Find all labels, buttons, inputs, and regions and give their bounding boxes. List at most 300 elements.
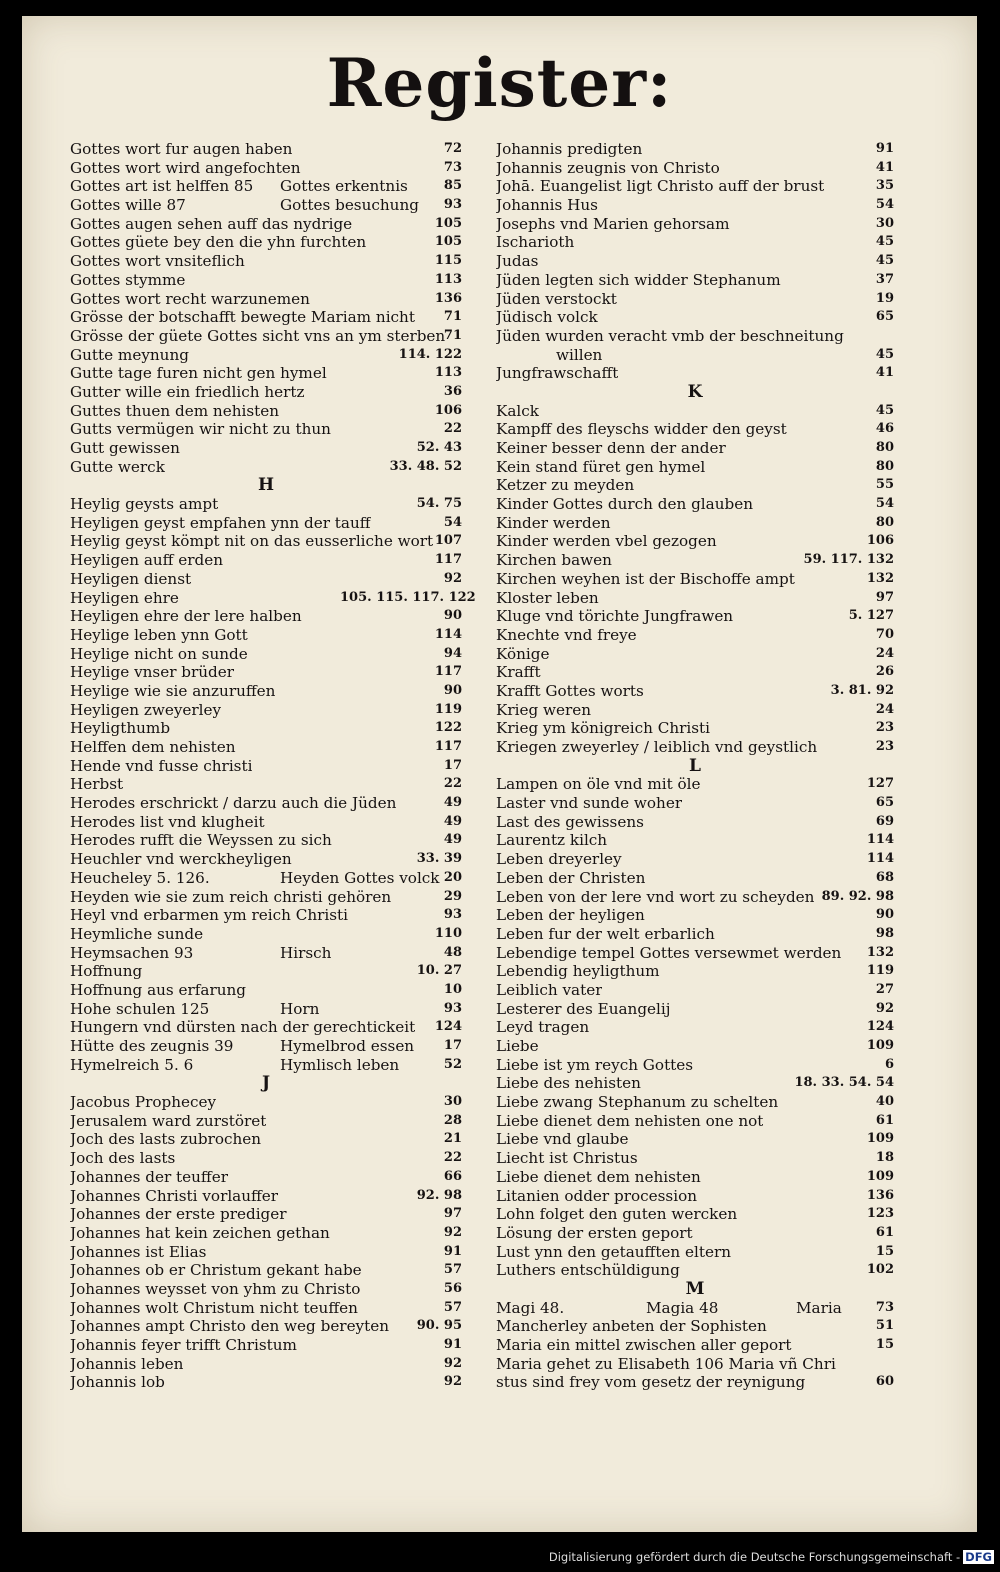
entry-page-numbers: 90 (443, 608, 462, 624)
index-entry (496, 252, 894, 271)
entry-page-numbers: 15 (875, 1243, 894, 1259)
index-entry (70, 1355, 462, 1374)
entry-page-numbers: 49 (443, 832, 462, 848)
index-entry (70, 1299, 462, 1318)
entry-term: Herodes erschrickt / darzu auch die Jüden (70, 794, 397, 813)
index-entry (496, 589, 894, 608)
entry-term: Hungern vnd dürsten nach der gerechtickeit (70, 1018, 416, 1037)
entry-page-numbers: 117 (434, 664, 462, 680)
index-entry (496, 215, 894, 234)
entry-page-numbers: 19 (875, 290, 894, 306)
entry-page-numbers: 110 (434, 925, 462, 941)
entry-page-numbers: 54 (443, 514, 462, 530)
entry-page-numbers: 114 (866, 851, 894, 867)
index-entry (70, 495, 462, 514)
entry-term: Heylige wie sie anzuruffen (70, 681, 276, 700)
index-entry (496, 794, 894, 813)
entry-term-second: Horn (280, 999, 320, 1018)
entry-page-numbers: 56 (443, 1280, 462, 1296)
entry-page-numbers: 54. 75 (416, 496, 462, 512)
entry-page-numbers: 41 (875, 365, 894, 381)
entry-page-numbers: 60 (875, 1374, 894, 1390)
entry-term: Gottes wort vnsiteflich (70, 252, 245, 271)
entry-page-numbers: 54 (875, 197, 894, 213)
entry-term-second: Hymlisch leben (280, 1055, 400, 1074)
entry-page-numbers: 89. 92. 98 (821, 888, 894, 904)
entry-term: Kluge vnd törichte Jungfrawen (496, 607, 734, 626)
index-entry (496, 1243, 894, 1262)
entry-page-numbers: 109 (866, 1131, 894, 1147)
index-entry (496, 140, 894, 159)
entry-page-numbers: 132 (866, 570, 894, 586)
entry-term: Gottes art ist helffen 85 (70, 177, 254, 196)
index-entry (496, 551, 894, 570)
entry-page-numbers: 51 (875, 1318, 894, 1334)
entry-term: Krieg weren (496, 700, 592, 719)
entry-page-numbers: 114 (866, 832, 894, 848)
entry-term: Könige (496, 644, 550, 663)
index-entry (496, 925, 894, 944)
entry-page-numbers: 93 (443, 1000, 462, 1016)
entry-term-second: Heyden Gottes volck (280, 868, 440, 887)
entry-term: Liebe vnd glaube (496, 1130, 629, 1149)
index-entry (496, 775, 894, 794)
index-entry (70, 1261, 462, 1280)
entry-page-numbers: 92 (443, 570, 462, 586)
index-entry (496, 495, 894, 514)
index-entry (496, 159, 894, 178)
entry-page-numbers: 10. 27 (416, 963, 462, 979)
index-entry (70, 794, 462, 813)
entry-term: Jerusalem ward zurstöret (70, 1111, 267, 1130)
entry-page-numbers: 80 (875, 440, 894, 455)
index-entry (496, 476, 894, 495)
entry-page-numbers: 73 (443, 159, 462, 175)
entry-page-numbers: 57 (443, 1299, 462, 1315)
entry-page-numbers: 124 (434, 1019, 462, 1035)
entry-term: Heyligen ehre der lere halben (70, 607, 302, 626)
entry-term: Johannes weysset von yhm zu Christo (70, 1279, 361, 1298)
index-entry (70, 757, 462, 776)
entry-page-numbers: 92 (875, 1000, 894, 1016)
index-entry (70, 1336, 462, 1355)
index-entry (70, 1000, 462, 1019)
entry-page-numbers: 23 (875, 739, 894, 754)
entry-page-numbers: 65 (875, 309, 894, 325)
index-entry (496, 607, 894, 626)
entry-term: Heyligen auff erden (70, 551, 224, 570)
index-entry (70, 962, 462, 981)
entry-term: Kirchen weyhen ist der Bischoffe ampt (496, 569, 795, 588)
entry-term: Lebendige tempel Gottes versewmet werden (496, 943, 842, 962)
index-entry (70, 607, 462, 626)
index-entry (70, 383, 462, 402)
index-entry (496, 532, 894, 551)
entry-term: Krieg ym königreich Christi (496, 719, 711, 738)
entry-term: Johannis lob (70, 1373, 165, 1392)
index-entry (70, 719, 462, 738)
entry-page-numbers: 127 (866, 776, 894, 792)
entry-term: Gutte werck (70, 457, 165, 476)
entry-term: Lebendig heyligthum (496, 962, 660, 981)
index-entry (70, 551, 462, 570)
entry-page-numbers: 122 (434, 720, 462, 736)
index-entry (70, 1037, 462, 1056)
entry-page-numbers: 33. 39 (416, 851, 462, 867)
entry-page-numbers: 115 (434, 253, 462, 269)
entry-page-numbers: 71 (443, 327, 462, 343)
entry-term: Kinder werden (496, 513, 611, 532)
index-entry (496, 626, 894, 645)
index-entry (70, 1373, 462, 1392)
index-entry (496, 177, 894, 196)
entry-term-second: Gottes erkentnis (280, 177, 408, 196)
entry-page-numbers: 66 (443, 1168, 462, 1184)
entry-page-numbers: 61 (875, 1224, 894, 1240)
dfg-logo: DFG (965, 1550, 992, 1564)
entry-page-numbers: 48 (443, 944, 462, 960)
entry-term: Liebe dienet dem nehisten (496, 1167, 701, 1186)
entry-term: Gottes wort wird angefochten (70, 158, 301, 177)
entry-page-numbers: 23 (875, 720, 894, 736)
entry-term: Kriegen zweyerley / leiblich vnd geystlich (496, 738, 818, 756)
entry-page-numbers: 94 (443, 645, 462, 661)
entry-page-numbers: 52 (443, 1056, 462, 1072)
index-entry (496, 1130, 894, 1149)
index-entry (496, 402, 894, 421)
entry-term: Grösse der botschafft bewegte Mariam nicht (70, 308, 415, 327)
entry-term: Lust ynn den getaufften eltern (496, 1242, 731, 1261)
entry-term: Heylig geyst kömpt nit on das eusserliche wort (70, 532, 434, 551)
entry-term: Gottes augen sehen auff das nydrige (70, 214, 353, 233)
entry-page-numbers: 91 (875, 141, 894, 156)
section-letter: H (257, 475, 275, 496)
entry-term: Jüdisch volck (496, 308, 598, 327)
entry-term: Herbst (70, 775, 124, 794)
entry-page-numbers: 17 (443, 757, 462, 773)
entry-page-numbers: 73 (875, 1299, 894, 1315)
index-entry (70, 682, 462, 701)
entry-page-numbers: 90 (443, 682, 462, 698)
entry-page-numbers: 5. 127 (848, 608, 894, 624)
index-entry (70, 1280, 462, 1299)
entry-term: Gottes wort fur augen haben (70, 140, 293, 158)
entry-term: Heylige nicht on sunde (70, 644, 248, 663)
entry-page-numbers: 97 (443, 1206, 462, 1222)
entry-term-second: Hirsch (280, 943, 332, 962)
entry-term: Johannes wolt Christum nicht teuffen (70, 1298, 358, 1317)
entry-page-numbers: 22 (443, 421, 462, 437)
entry-page-numbers: 33. 48. 52 (389, 458, 462, 474)
index-entry (496, 1093, 894, 1112)
index-entry (70, 364, 462, 383)
index-entry (496, 1317, 894, 1336)
index-entry (496, 1336, 894, 1355)
index-entry (496, 888, 894, 907)
entry-page-numbers: 45 (875, 234, 894, 250)
index-entry (496, 831, 894, 850)
index-entry (70, 1168, 462, 1187)
entry-term: Last des gewissens (496, 812, 644, 831)
entry-page-numbers: 117 (434, 552, 462, 568)
entry-term: Helffen dem nehisten (70, 738, 236, 756)
index-entry (496, 738, 894, 757)
entry-page-numbers: 41 (875, 159, 894, 175)
entry-term: Liebe (496, 1037, 539, 1055)
entry-page-numbers: 90 (875, 907, 894, 923)
entry-term: Liebe dienet dem nehisten one not (496, 1111, 764, 1130)
entry-term: Litanien odder procession (496, 1186, 697, 1205)
entry-term: Johannes ist Elias (70, 1242, 207, 1261)
entry-term: Maria gehet zu Elisabeth 106 Maria vñ Chri (496, 1354, 836, 1373)
entry-page-numbers: 57 (443, 1262, 462, 1278)
entry-term: Johannes Christi vorlauffer (70, 1186, 279, 1205)
index-entry (70, 888, 462, 907)
entry-term: Heyligthumb (70, 719, 171, 738)
index-entry (70, 570, 462, 589)
entry-term: Lösung der ersten geport (496, 1223, 693, 1242)
page-title: Register: (326, 44, 673, 122)
entry-page-numbers: 59. 117. 132 (803, 552, 894, 568)
index-entry (496, 906, 894, 925)
entry-term: Guttes thuen dem nehisten (70, 401, 280, 420)
section-letter: M (685, 1278, 705, 1299)
entry-term: Gutte meynung (70, 345, 189, 364)
index-entry (496, 233, 894, 252)
entry-term: Heylig geysts ampt (70, 495, 219, 514)
entry-page-numbers: 6 (884, 1056, 894, 1072)
entry-page-numbers: 93 (443, 197, 462, 213)
entry-term: Jacobus Prophecey (70, 1093, 217, 1112)
entry-page-numbers: 97 (875, 589, 894, 605)
index-entry (70, 420, 462, 439)
entry-page-numbers: 29 (443, 888, 462, 904)
index-entry (70, 252, 462, 271)
entry-page-numbers: 22 (443, 1150, 462, 1166)
entry-term: Johannes der teuffer (70, 1167, 228, 1186)
index-entry (70, 1018, 462, 1037)
index-entry (496, 1187, 894, 1206)
entry-term: Johannis predigten (496, 140, 643, 158)
entry-term: Leiblich vater (496, 980, 603, 999)
entry-page-numbers: 35 (875, 178, 894, 194)
index-entry (496, 1149, 894, 1168)
entry-term: Jüden wurden veracht vmb der beschneitung (496, 326, 844, 345)
entry-term: Kloster leben (496, 588, 599, 607)
entry-page-numbers: 15 (875, 1337, 894, 1352)
index-entry (496, 1112, 894, 1131)
index-entry (496, 682, 894, 701)
entry-page-numbers: 114 (434, 626, 462, 642)
entry-term: Knechte vnd freye (496, 625, 637, 644)
index-entry (70, 626, 462, 645)
entry-term: Krafft Gottes worts (496, 681, 644, 700)
entry-term: Krafft (496, 663, 541, 682)
entry-page-numbers: 92 (443, 1355, 462, 1371)
index-entry (496, 1205, 894, 1224)
entry-page-numbers: 102 (866, 1262, 894, 1278)
left-index-column (70, 140, 476, 1392)
index-entry (496, 944, 894, 963)
entry-term: Gutter wille ein friedlich hertz (70, 382, 305, 401)
index-entry (496, 1299, 894, 1318)
entry-term: Hoffnung (70, 962, 143, 981)
index-entry (70, 346, 462, 365)
entry-term: Johannis leben (70, 1354, 184, 1373)
index-entry (496, 364, 894, 383)
entry-term: Heylige leben ynn Gott (70, 625, 248, 644)
index-entry (70, 439, 462, 458)
entry-term: Liecht ist Christus (496, 1149, 638, 1168)
entry-term: Lesterer des Euangelij (496, 999, 671, 1018)
index-entry (70, 645, 462, 664)
index-entry (70, 1093, 462, 1112)
index-entry (70, 196, 462, 215)
index-entry (496, 1261, 894, 1280)
entry-term: Liebe des nehisten (496, 1074, 641, 1093)
entry-page-numbers: 21 (443, 1131, 462, 1147)
entry-term: Johannis feyer trifft Christum (70, 1336, 297, 1354)
index-entry (70, 532, 462, 551)
index-entry (70, 177, 462, 196)
entry-page-numbers: 55 (875, 477, 894, 493)
entry-term: Heyligen geyst empfahen ynn der tauff (70, 513, 371, 532)
entry-page-numbers: 105 (434, 234, 462, 250)
footer-text: Digitalisierung gefördert durch die Deutsche Forschungsgemeinschaft - (548, 1550, 961, 1564)
entry-term: Gottes wort recht warzunemen (70, 289, 310, 308)
entry-page-numbers: 90. 95 (416, 1318, 462, 1334)
entry-page-numbers: 61 (875, 1112, 894, 1128)
index-entry (70, 869, 462, 888)
index-entry (70, 271, 462, 290)
entry-term: Herodes list vnd klugheit (70, 812, 265, 831)
entry-page-numbers: 36 (443, 383, 462, 399)
entry-term: Leben von der lere vnd wort zu scheyden (496, 887, 815, 906)
index-entry (496, 327, 894, 346)
entry-term: Johannis Hus (496, 196, 598, 215)
index-entry (70, 233, 462, 252)
entry-term: Kampff des fleyschs widder den geyst (496, 420, 787, 439)
entry-term: Heuchler vnd werckheyligen (70, 850, 292, 869)
index-entry (496, 514, 894, 533)
entry-term: Johā. Euangelist ligt Christo auff der brust (496, 177, 825, 196)
entry-term: willen (556, 345, 603, 364)
entry-page-numbers: 65 (875, 795, 894, 811)
index-entry (496, 1355, 894, 1374)
index-entry (496, 439, 894, 458)
entry-term: Maria ein mittel zwischen aller geport (496, 1336, 792, 1354)
index-entry (70, 1243, 462, 1262)
entry-page-numbers: 106 (866, 533, 894, 549)
entry-term: Luthers entschüldigung (496, 1261, 680, 1280)
index-entry (70, 1224, 462, 1243)
index-entry (70, 458, 462, 477)
dfg-footer (549, 1550, 994, 1564)
entry-term-third: Maria (796, 1298, 842, 1317)
entry-page-numbers: 106 (434, 402, 462, 418)
entry-page-numbers: 124 (866, 1019, 894, 1035)
entry-page-numbers: 68 (875, 869, 894, 885)
entry-page-numbers: 45 (875, 402, 894, 418)
entry-term: Heucheley 5. 126. (70, 868, 210, 887)
entry-term: Magi 48. (496, 1298, 565, 1317)
entry-term: Ischarioth (496, 233, 575, 252)
entry-term-second: Hymelbrod essen (280, 1037, 415, 1055)
entry-page-numbers: 80 (875, 514, 894, 530)
entry-term: Johannes hat kein zeichen gethan (70, 1223, 330, 1242)
entry-term: Gottes stymme (70, 270, 186, 289)
entry-term: Johannes der erste prediger (70, 1205, 287, 1224)
index-entry (496, 1224, 894, 1243)
entry-page-numbers: 113 (434, 271, 462, 287)
entry-term: Kinder werden vbel gezogen (496, 532, 717, 551)
index-entry (496, 850, 894, 869)
index-entry (70, 738, 462, 757)
entry-page-numbers: 92 (443, 1374, 462, 1390)
entry-term: Liebe ist ym reych Gottes (496, 1055, 694, 1074)
entry-term: Gutt gewissen (70, 439, 180, 457)
index-entry (496, 1373, 894, 1392)
entry-term: Heymliche sunde (70, 924, 204, 943)
index-entry (70, 701, 462, 720)
entry-page-numbers: 92. 98 (416, 1187, 462, 1203)
entry-page-numbers: 45 (875, 253, 894, 269)
entry-page-numbers: 49 (443, 813, 462, 829)
entry-page-numbers: 30 (443, 1094, 462, 1110)
entry-page-numbers: 49 (443, 795, 462, 811)
index-entry (70, 1205, 462, 1224)
entry-term: Hymelreich 5. 6 (70, 1055, 194, 1074)
entry-page-numbers: 18 (875, 1150, 894, 1166)
index-entry (496, 1000, 894, 1019)
entry-page-numbers: 119 (866, 963, 894, 979)
index-entry (70, 1056, 462, 1075)
index-entry (496, 645, 894, 664)
entry-page-numbers: 26 (875, 664, 894, 680)
entry-term: Leyd tragen (496, 1018, 590, 1037)
entry-term: Heyligen ehre (70, 588, 179, 607)
entry-page-numbers: 27 (875, 981, 894, 997)
entry-term: stus sind frey vom gesetz der reynigung (496, 1373, 806, 1392)
entry-term: Liebe zwang Stephanum zu schelten (496, 1093, 779, 1112)
entry-term: Leben der Christen (496, 868, 646, 887)
index-entry (70, 1187, 462, 1206)
index-entry (496, 271, 894, 290)
index-entry (496, 701, 894, 720)
index-entry (70, 308, 462, 327)
entry-page-numbers: 113 (434, 365, 462, 381)
entry-term: Hohe schulen 125 (70, 999, 210, 1018)
index-entry (496, 346, 894, 365)
entry-term: Heyligen zweyerley (70, 700, 222, 719)
index-entry (70, 402, 462, 421)
entry-term: Heyl vnd erbarmen ym reich Christi (70, 906, 348, 925)
index-entry (70, 159, 462, 178)
entry-term: Gutts vermügen wir nicht zu thun (70, 420, 331, 439)
index-entry (496, 458, 894, 477)
entry-term: Josephs vnd Marien gehorsam (496, 214, 730, 233)
entry-page-numbers: 114. 122 (398, 346, 462, 362)
entry-term: Hende vnd fusse christi (70, 756, 253, 775)
entry-page-numbers: 70 (875, 626, 894, 642)
index-entry (70, 514, 462, 533)
index-entry (70, 944, 462, 963)
entry-term-second: 105. 115. 117. 122 (340, 589, 476, 605)
entry-page-numbers: 22 (443, 776, 462, 792)
entry-page-numbers: 98 (875, 925, 894, 941)
index-entry (70, 290, 462, 309)
entry-page-numbers: 52. 43 (416, 440, 462, 455)
